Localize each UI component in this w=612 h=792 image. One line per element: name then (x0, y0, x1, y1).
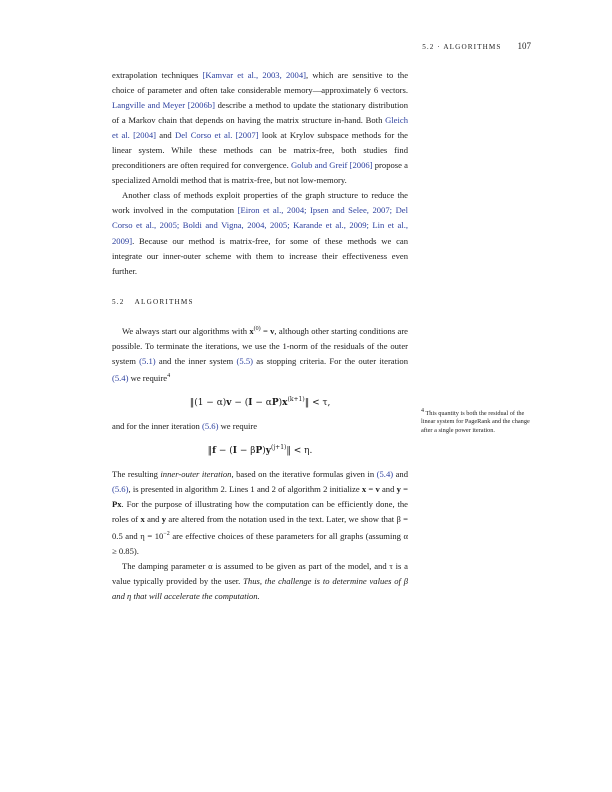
eq-superscript: (k+1) (287, 395, 305, 403)
paragraph-5 (112, 467, 408, 559)
eq-part: v (226, 397, 232, 408)
equation-ref[interactable]: (5.4) (112, 372, 129, 383)
text: = (260, 325, 271, 336)
emphasis: Thus, the challenge is to determine values of β and η that will accelerate the computation. (112, 575, 409, 601)
eq-part: ) (262, 445, 266, 456)
text: We always start our algorithms with (122, 325, 250, 336)
text: extrapolation techniques (112, 70, 203, 80)
text: are effective choices of these parameters for all graphs (assuming α ≥ 0.85). (112, 530, 408, 556)
sidenote (421, 407, 536, 435)
math-x: x (361, 483, 367, 494)
text: , although other starting conditions are possible. To terminate the iterations, we use the 1-norm of the residuals of the outer system (112, 325, 408, 366)
eq-part: f (212, 445, 216, 456)
eq-part: y (265, 445, 271, 456)
superscript: (0) (253, 325, 261, 332)
eq-part: I (248, 397, 253, 408)
citation-link[interactable]: Del Corso et al. [2007] (175, 130, 259, 141)
eq-part: − ( (215, 445, 233, 456)
footnote-marker[interactable]: 4 (167, 372, 171, 379)
eq-part: P (271, 397, 279, 408)
equation-outer-stopping (112, 392, 408, 411)
equation-ref[interactable]: (5.1) (139, 355, 156, 366)
eq-part: − α (252, 397, 272, 408)
math-y: y (396, 483, 401, 494)
citation-link[interactable]: [Eiron et al., 2004; Ipsen and Selee, 2007; Del Corso et al., 2005; Boldi and Vigna, 2004, 2005; Karande et al., 2009; Lin et al., 2009] (112, 205, 408, 246)
text: and for the inner iteration (112, 420, 202, 431)
text: . For the purpose of illustrating how the computation can be efficiently done, the roles of (112, 498, 408, 524)
math-px: Px (112, 498, 122, 509)
eq-part: ) (278, 397, 283, 408)
eq-superscript: (j+1) (270, 443, 287, 451)
eq-part: ‖ (207, 445, 213, 456)
eq-part: x (282, 397, 288, 408)
eq-part: P (255, 445, 263, 456)
paragraph-2 (112, 188, 408, 278)
text: and the inner system (155, 355, 237, 366)
text: and (393, 468, 409, 479)
text: are altered from the notation used in the text. Later, we show that β = 0.5 and η = 10 (112, 513, 408, 541)
text: = (366, 483, 376, 494)
text: we require (128, 372, 168, 383)
eq-part: ‖ < η. (286, 445, 313, 456)
paragraph-4 (112, 419, 408, 434)
text: as stopping criteria. For the outer iteration (253, 355, 408, 366)
text: , based on the iterative formulas given in (231, 468, 377, 479)
math-v: v (375, 483, 380, 494)
equation-ref[interactable]: (5.6) (112, 483, 129, 494)
text: propose a specialized Arnoldi method that is matrix-free, but not low-memory. (112, 160, 408, 186)
citation-link[interactable]: Golub and Greif [2006] (290, 160, 373, 171)
paragraph-1 (112, 68, 408, 188)
citation-link[interactable]: [Kamvar et al., 2003, 2004] (202, 70, 307, 80)
body-text (112, 68, 408, 604)
equation-ref[interactable]: (5.6) (201, 420, 219, 431)
text: we require (218, 420, 258, 431)
superscript: −2 (163, 530, 170, 537)
text: and (379, 483, 397, 494)
eq-part: − ( (231, 397, 249, 408)
math-y: y (161, 513, 167, 524)
text: and (156, 130, 176, 141)
eq-part: ‖(1 − α) (189, 397, 227, 408)
page-number: 107 (517, 41, 531, 51)
math-v: v (270, 325, 275, 336)
emphasis: inner-outer iteration (160, 468, 232, 479)
eq-part: ‖ < τ, (304, 397, 331, 408)
math-x: x (249, 325, 254, 336)
equation-ref[interactable]: (5.4) (376, 468, 394, 479)
eq-part: − β (236, 445, 256, 456)
text: describe a method to update the stationary distribution of a Markov chain that depends on having the matrix structure in-hand. Both (112, 100, 408, 126)
text: The resulting (112, 468, 161, 479)
citation-link[interactable]: Langville and Meyer [2006b] (112, 100, 215, 111)
text: and (144, 513, 162, 524)
paragraph-6 (112, 559, 408, 604)
sidenote-marker: 4 (421, 408, 424, 414)
text: look at Krylov subspace methods for the linear system. While these methods can be matrix-free, both studies find preconditioners are often required for convergence. (112, 130, 409, 171)
section-number: 5.2 (112, 297, 125, 306)
equation-inner-stopping (112, 440, 408, 459)
text: , is presented in algorithm 2. Lines 1 and 2 of algorithm 2 initialize (128, 483, 362, 494)
running-head (422, 41, 531, 51)
math-x: x (140, 513, 145, 524)
text: . Because our method is matrix-free, for some of these methods we can integrate our inner-outer scheme with them to increase their effectiveness even further. (112, 235, 408, 276)
text: = (400, 483, 408, 494)
text: The damping parameter α is assumed to be given as part of the model, and τ is a value typically provided by the user. (112, 560, 408, 586)
text: Another class of methods exploit properties of the graph structure to reduce the work involved in the computation (112, 190, 408, 216)
eq-part: I (232, 445, 237, 456)
sidenote-text: This quantity is both the residual of the linear system for PageRank and the change after a single power iteration. (421, 410, 530, 434)
citation-link[interactable]: Gleich et al. [2004] (112, 115, 408, 141)
equation-ref[interactable]: (5.5) (236, 355, 253, 366)
text: , which are sensitive to the choice of parameter and often take considerable memory—approximately 6 vectors. (112, 70, 409, 96)
paragraph-3 (112, 322, 408, 386)
section-heading (112, 295, 408, 310)
section-label: 5.2 · ALGORITHMS (422, 43, 502, 51)
section-title: ALGORITHMS (134, 297, 194, 306)
